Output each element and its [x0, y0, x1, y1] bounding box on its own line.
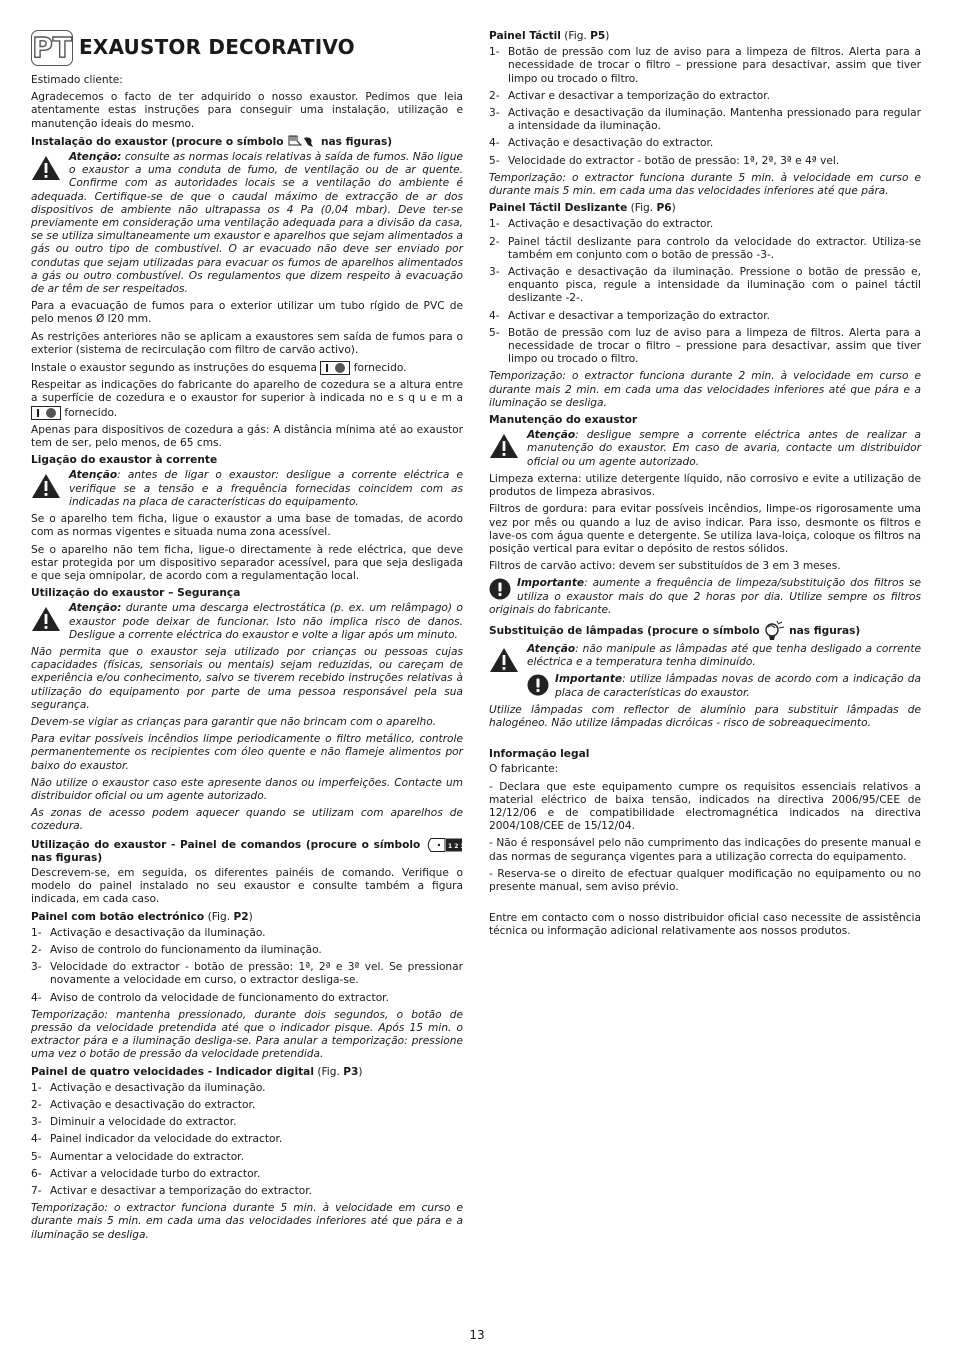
carbon-filters: Filtros de carvão activo: devem ser substituídos de 3 em 3 meses. [489, 560, 841, 573]
installation-scheme-icon [31, 406, 61, 420]
maintenance-important: Importante: aumente a frequência de limpeza/substituição dos filtros se utiliza o exaustor mais do que 2 horas por dia. Utilize sempre os filtros originais do fabricante. [489, 577, 921, 616]
list-item: 1- Activação e desactivação da iluminação. [31, 926, 266, 939]
list-item: 4- Activar e desactivar a temporização do extractor. [489, 309, 770, 322]
lamp-important: Importante: utilize lâmpadas novas de acordo com a indicação da placa de características do exaustor. [489, 673, 921, 699]
list-item: 2- Aviso de controlo do funcionamento da iluminação. [31, 943, 322, 956]
list-item: 5- Velocidade do extractor - botão de pressão: 1ª, 2ª, 3ª e 4ª vel. [489, 154, 840, 167]
list-item: 6- Activar a velocidade turbo do extractor. [31, 1167, 261, 1180]
list-item: 2- Activação e desactivação do extractor. [31, 1099, 256, 1112]
clean-external: Limpeza externa: utilize detergente líquido, não corrosivo e evite a utilização de produtos de limpeza abrasivos. [489, 472, 921, 499]
safety-warning: Atenção: durante uma descarga electrostática (p. ex. um relâmpago) o exaustor pode deixar de funcionar. Isto não implica risco de danos. Desligue a corrente eléctrica do exaustor e volte a ligar após um minuto. [31, 602, 463, 642]
p5-heading: Painel Táctil (Fig. P5) [489, 30, 610, 42]
svg-text:I: I [325, 362, 330, 376]
warning-icon [31, 473, 61, 499]
pvc-text: Para a evacuação de fumos para o exterior utilizar um tubo rígido de PVC de pelo menos Ø l20 mm. [31, 300, 463, 326]
grease-filters: Filtros de gordura: para evitar possíveis incêndios, limpe-os rigorosamente uma vez por mês ou quando a luz de aviso indicar. Para isso, desmonte os filtros e lave-os com água quente e detergente. Se utiliza lava-loiça, coloque os filtros na posição vertical para evitar o depósito de restos sólidos. [489, 503, 921, 555]
spacer [489, 734, 921, 748]
contact-text: Entre em contacto com o nosso distribuidor oficial caso necessite de assistência técnica ou informação adicional relativamente aos nossos produtos. [489, 912, 921, 938]
p2-list [31, 927, 463, 1005]
list-item: 2- Painel táctil deslizante para controlo da velocidade do extractor. Utiliza-se também em conjunto com o botão de pressão -3-. [489, 235, 921, 261]
p3-timer: Temporização: o extractor funciona durante 5 min. à velocidade em curso e durante mais 5 min. em cada uma das velocidades inferiores até que pára e a iluminação se desliga. [31, 1202, 463, 1241]
list-item: 5- Botão de pressão com luz de aviso para a limpeza de filtros. Alerta para a necessidade de trocar o filtro – pressione para desactivar, assim que tiver limpo ou trocado o filtro. [489, 326, 921, 366]
supervise-text: Devem-se vigiar as crianças para garantir que não brincam com o aparelho. [31, 715, 437, 728]
title-row [31, 30, 463, 66]
panel-heading: Utilização do exaustor - Painel de comandos (procure o símbolo 1 2 3 nas figuras) [31, 838, 465, 864]
electric-warning: Atenção: antes de ligar o exaustor: desligue a corrente eléctrica e verifique se a tensão e a frequência fornecidas coincidem com as indicadas na placa de características do equipamento. [31, 469, 463, 509]
p2-timer: Temporização: mantenha pressionado, durante dois segundos, o botão de pressão da velocidade pretendida até que o indicador pisque. Após 15 min. o extractor pára e a iluminação desliga-se. Para anular a temporização: pressione uma vez o botão de pressão da velocidade pretendida. [31, 1008, 463, 1061]
legal-item: - Reserva-se o direito de efectuar qualquer modificação no equipamento ou no presente manual, sem aviso prévio. [489, 867, 921, 893]
control-panel-icon [425, 838, 463, 852]
children-text: Não permita que o exaustor seja utilizado por crianças ou pessoas cujas capacidades (físicas, sensoriais ou mentais) sejam reduzidas, ou careçam de experiência e/ou conhecimento, salvo se tiverem recebido instruções relativas à utilização do equipamento por parte de uma pessoa responsável pela sua segurança. [31, 645, 463, 711]
damage-text: Não utilize o exaustor caso este apresente danos ou imperfeições. Contacte um distribuidor oficial ou um agente autorizado. [31, 776, 463, 802]
spacer [489, 898, 921, 912]
p3-heading: Painel de quatro velocidades - Indicador digital (Fig. P3) [31, 1065, 363, 1078]
greeting: Estimado cliente: [31, 74, 123, 86]
installation-warning: Atenção: consulte as normas locais relativas à saída de fumos. Não ligue o exaustor a uma conduta de fumo, de ventilação ou de ar quente. Confirme com as autoridades locais se a ventilação do ambiente é adequada. Certifique-se de que o caudal máximo de extracção de ar dos dispositivos de ambiente não ultrapassa os 4 Pa (0,04 mbar). Deve ter-se previamente em consideração uma ventilação adequada para a divisão da casa, se se utiliza simultaneamente um exaustor e aparelhos que sejam alimentados a gás ou outro tipo de combustível. O ar evacuado não deve ser enviado por condutas que sejam utilizadas para evacuar os fumos de aparelhos alimentados a gás ou outro combustível. Os regulamentos que dizem respeito à evacuação de ar têm de ser respeitados. [31, 151, 463, 296]
list-item: 3- Velocidade do extractor - botão de pressão: 1ª, 2ª e 3ª vel. Se pressionar novamente a velocidade em curso, o extractor desliga-se. [31, 961, 463, 987]
list-item: 4- Activação e desactivação do extractor. [489, 137, 714, 150]
list-item: 3- Diminuir a velocidade do extractor. [31, 1116, 237, 1129]
electric-heading: Ligação do exaustor à corrente [31, 454, 218, 467]
list-item: 7- Activar e desactivar a temporização do extractor. [31, 1185, 312, 1198]
maintenance-warning: Atenção: desligue sempre a corrente eléctrica antes de realizar a manutenção do exaustor. Em caso de avaria, contacte um distribuidor oficial ou um agente autorizado. [489, 429, 921, 469]
maintenance-heading: Manutenção do exaustor [489, 414, 638, 427]
warning-icon [31, 606, 61, 632]
list-item: 3- Activação e desactivação da iluminação. Pressione o botão de pressão e, enquanto pisca, regule a intensidade da iluminação com o painel táctil deslizante -2-. [489, 266, 921, 305]
installation-heading: Instalação do exaustor (procure o símbolo nas figuras) [31, 135, 393, 148]
lamp-warning: Atenção: não manipule as lâmpadas até que tenha desligado a corrente eléctrica e a temperatura tenha diminuído. [489, 643, 921, 669]
left-column [31, 30, 463, 1246]
page-title: EXAUSTOR DECORATIVO [79, 35, 355, 60]
legal-item: - Declara que este equipamento cumpre os requisitos essenciais relativos a material eléctrico de baixa tensão, indicados na directiva 2006/95/CEE de 12/12/06 e de compatibilidade electromagnética indicados na directiva 2004/108/CEE de 15/12/04. [489, 780, 921, 833]
plug-text: Se o aparelho tem ficha, ligue o exaustor a uma base de tomadas, de acordo com as normas vigentes e situada numa zona acessível. [31, 513, 463, 539]
hot-text: As zonas de acesso podem aquecer quando se utilizam com aparelhos de cozedura. [31, 807, 463, 833]
lamp-replacement-icon [763, 621, 785, 641]
p5-timer: Temporização: o extractor funciona durante 5 min. à velocidade em curso e durante mais 5 min. em cada uma das velocidades inferiores até que pára. [489, 171, 921, 198]
p6-list [489, 218, 921, 366]
gas-text: Apenas para dispositivos de cozedura a gás: A distância mínima até ao exaustor tem de ser, pelo menos, de 65 cms. [31, 423, 463, 450]
restrictions-text: As restrições anteriores não se aplicam a exaustores sem saída de fumos para o exterior (sistema de recirculação com filtro de carvão activo). [31, 330, 463, 356]
fire-text: Para evitar possíveis incêndios limpe periodicamente o filtro metálico, controle permanentemente os recipientes com óleo quente e não flameje alimentos por baixo do exaustor. [31, 733, 463, 772]
legal-heading: Informação legal [489, 748, 590, 761]
warning-icon [489, 433, 519, 459]
safety-heading: Utilização do exaustor – Segurança [31, 587, 241, 600]
respect-text: Respeitar as indicações do fabricante do aparelho de cozedura se a altura entre a superfície de cozedura e o exaustor for superior à indicada no e s q u e m a I fornecido. [31, 379, 463, 420]
p5-list [489, 46, 921, 168]
right-column [489, 30, 921, 943]
p3-list [31, 1082, 463, 1198]
important-icon [527, 674, 549, 696]
noplug-text: Se o aparelho não tem ficha, ligue-o directamente à rede eléctrica, que deve estar protegida por um dispositivo separador acessível, para que seja desligada e que seja omnipolar, de acordo com a regulamentação local. [31, 543, 463, 582]
list-item: 1- Botão de pressão com luz de aviso para a limpeza de filtros. Alerta para a necessidade de trocar o filtro – pressione para desactivar, assim que tiver limpo ou trocado o filtro. [489, 46, 921, 85]
page-number: 13 [469, 1328, 485, 1342]
installation-scheme-icon [320, 361, 350, 375]
list-item: 5- Aumentar a velocidade do extractor. [31, 1150, 244, 1163]
list-item: 4- Aviso de controlo da velocidade de funcionamento do extractor. [31, 991, 389, 1004]
legal-item: - Não é responsável pelo não cumprimento das indicações do presente manual e das normas de segurança vigentes para a utilização correcta do equipamento. [489, 837, 921, 863]
list-item: 4- Painel indicador da velocidade do extractor. [31, 1133, 283, 1146]
p6-heading: Painel Táctil Deslizante (Fig. P6) [489, 202, 676, 215]
svg-text:I: I [36, 406, 41, 420]
warning-icon [31, 155, 61, 181]
intro: Agradecemos o facto de ter adquirido o nosso exaustor. Pedimos que leia atentamente estas instruções para conseguir uma instalação, utilização e manutenção ideais do mesmo. [31, 91, 463, 130]
legal-maker: O fabricante: [489, 763, 559, 776]
hood-installation-icon [287, 135, 317, 149]
p6-timer: Temporização: o extractor funciona durante 2 min. à velocidade em curso e durante mais 2 min. em cada uma das velocidades inferiores até que pára e a iluminação se desliga. [489, 370, 921, 409]
list-item: 1- Activação e desactivação da iluminação. [31, 1081, 266, 1094]
svg-text:1 2 3: 1 2 3 [447, 842, 465, 850]
p2-heading: Painel com botão electrónico (Fig. P2) [31, 910, 253, 923]
lamp-heading: Substituição de lâmpadas (procure o símbolo nas figuras) [489, 621, 921, 641]
list-item: 1- Activação e desactivação do extractor. [489, 218, 714, 231]
language-badge: PT [32, 31, 72, 65]
warning-icon [489, 647, 519, 673]
list-item: 2- Activar e desactivar a temporização do extractor. [489, 89, 770, 102]
list-item: 3- Activação e desactivação da iluminação. Mantenha pressionado para regular a intensidade da iluminação. [489, 107, 921, 133]
install-text: Instale o exaustor segundo as instruções do esquema I fornecido. [31, 362, 407, 376]
important-icon [489, 578, 511, 600]
lamp-note: Utilize lâmpadas com reflector de alumínio para substituir lâmpadas de halogéneo. Não utilize lâmpadas dicróicas - risco de sobreaquecimento. [489, 703, 921, 729]
panel-intro: Descrevem-se, em seguida, os diferentes painéis de comando. Verifique o modelo do painel instalado no seu exaustor e consulte também a figura indicada, em cada caso. [31, 866, 463, 906]
